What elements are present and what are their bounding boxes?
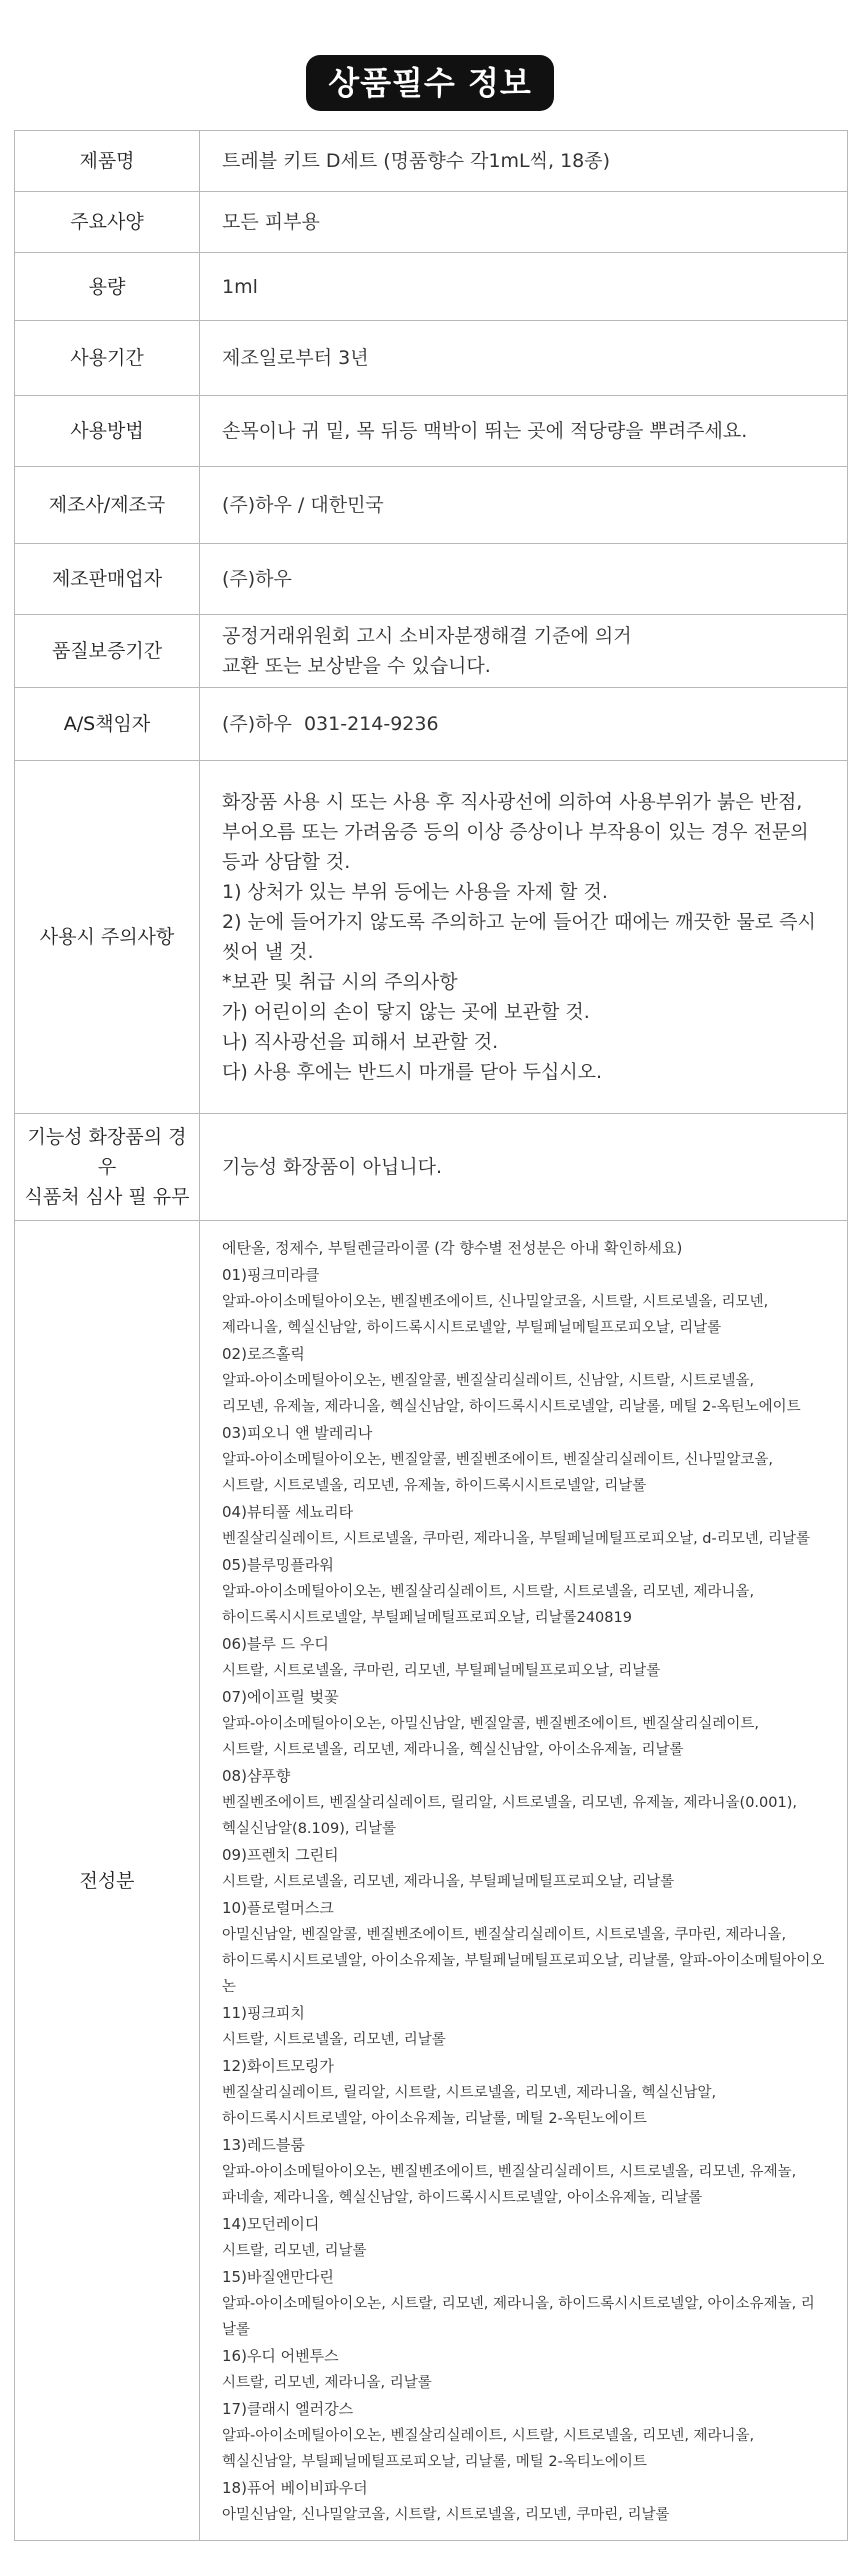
ingredient-list-line: 시트랄, 리모넨, 제라니올, 리날롤 — [222, 2375, 432, 2391]
label-ingredients: 전성분 — [15, 1221, 200, 2541]
ingredient-list-line: 시트랄, 시트로넬올, 리모넨, 제라니올, 헥실신남알, 아이소유제놀, 리날롤 — [222, 1742, 684, 1758]
ingredient-product-name: 13)레드블룸 — [222, 2136, 305, 2154]
value-seller: (주)하우 — [200, 544, 848, 615]
row-as — [15, 688, 848, 761]
label-period: 사용기간 — [15, 321, 200, 396]
ingredient-product-name: 11)핑크피치 — [222, 2004, 305, 2022]
value-main-spec: 모든 피부용 — [200, 192, 848, 253]
ingredient-list-line: 하이드록시시트로넬알, 부틸페닐메틸프로피오날, 리날롤240819 — [222, 1610, 632, 1626]
ingredient-product-name: 08)샴푸향 — [222, 1767, 291, 1785]
product-info-table — [14, 130, 848, 2541]
ingredient-product-name: 06)블루 드 우디 — [222, 1635, 329, 1653]
value-method: 손목이나 귀 밑, 목 뒤등 맥박이 뛰는 곳에 적당량을 뿌려주세요. — [200, 396, 848, 467]
ingredient-list-line: 벤질벤조에이트, 벤질살리실레이트, 릴리알, 시트로넬올, 리모넨, 유제놀, 제라니올(0.001), — [222, 1795, 797, 1811]
ingredients-intro: 에탄올, 정제수, 부틸렌글라이콜 (각 향수별 전성분은 아내 확인하세요) — [222, 1239, 683, 1257]
value-functional: 기능성 화장품이 아닙니다. — [200, 1114, 848, 1221]
ingredient-product-name: 01)핑크미라클 — [222, 1266, 320, 1284]
value-as: (주)하우 031-214-9236 — [200, 688, 848, 761]
ingredient-list-line: 벤질살리실레이트, 릴리알, 시트랄, 시트로넬올, 리모넨, 제라니올, 헥실신남알, — [222, 2085, 717, 2101]
row-manufacturer — [15, 467, 848, 544]
label-main-spec: 주요사양 — [15, 192, 200, 253]
caution-line: 2) 눈에 들어가지 않도록 주의하고 눈에 들어간 때에는 깨끗한 물로 즉시 — [222, 911, 816, 933]
row-ingredients — [15, 1221, 848, 2541]
ingredient-list-line: 헥실신남알(8.109), 리날롤 — [222, 1821, 397, 1837]
ingredient-list-line: 시트랄, 시트로넬올, 리모넨, 제라니올, 부틸페닐메틸프로피오날, 리날롤 — [222, 1874, 675, 1890]
ingredient-list-line: 파네솔, 제라니올, 헥실신남알, 하이드록시시트로넬알, 아이소유제놀, 리날롤 — [222, 2190, 703, 2206]
row-period — [15, 321, 848, 396]
row-functional — [15, 1114, 848, 1221]
ingredient-product-name: 02)로즈홀릭 — [222, 1345, 305, 1363]
ingredient-list-line: 시트랄, 리모넨, 리날롤 — [222, 2243, 367, 2259]
ingredient-list-line: 알파-아이소메틸아이오논, 벤질살리실레이트, 시트랄, 시트로넬올, 리모넨, 제라니올, — [222, 1584, 755, 1600]
caution-line: 1) 상처가 있는 부위 등에는 사용을 자제 할 것. — [222, 881, 608, 903]
ingredient-product-name: 05)블루밍플라워 — [222, 1556, 334, 1574]
ingredient-list-line: 시트랄, 시트로넬올, 리모넨, 유제놀, 하이드록시시트로넬알, 리날롤 — [222, 1478, 647, 1494]
row-method — [15, 396, 848, 467]
functional-label-line: 기능성 화장품의 경우 — [27, 1126, 187, 1178]
value-product-name: 트레블 키트 D세트 (명품향수 각1mL씩, 18종) — [200, 131, 848, 192]
page-title: 상품필수 정보 — [306, 55, 554, 111]
label-caution: 사용시 주의사항 — [15, 761, 200, 1114]
ingredient-list-line: 아밀신남알, 신나밀알코올, 시트랄, 시트로넬올, 리모넨, 쿠마린, 리날롤 — [222, 2507, 670, 2523]
ingredient-list-line: 알파-아이소메틸아이오논, 벤질알콜, 벤질살리실레이트, 신남알, 시트랄, 시트로넬올, — [222, 1373, 755, 1389]
row-caution — [15, 761, 848, 1114]
label-volume: 용량 — [15, 253, 200, 321]
ingredient-list-line: 하이드록시시트로넬알, 아이소유제놀, 리날롤, 메틸 2-옥틴노에이트 — [222, 2111, 647, 2127]
label-manufacturer: 제조사/제조국 — [15, 467, 200, 544]
ingredient-product-name: 07)에이프릴 벚꽃 — [222, 1688, 339, 1706]
ingredient-list-line: 시트랄, 시트로넬올, 쿠마린, 리모넨, 부틸페닐메틸프로피오날, 리날롤 — [222, 1663, 661, 1679]
ingredients-list — [222, 1262, 825, 2528]
ingredient-product-name: 14)모던레이디 — [222, 2215, 320, 2233]
value-caution — [200, 761, 848, 1114]
title-area — [0, 0, 860, 130]
ingredient-product-name: 15)바질앤만다린 — [222, 2268, 334, 2286]
ingredient-list-line: 하이드록시시트로넬알, 아이소유제놀, 부틸페닐메틸프로피오날, 리날롤, 알파-아이소메틸아이오논 — [222, 1953, 825, 1995]
value-manufacturer: (주)하우 / 대한민국 — [200, 467, 848, 544]
ingredient-list-line: 헥실신남알, 부틸페닐메틸프로피오날, 리날롤, 메틸 2-옥티노에이트 — [222, 2454, 647, 2470]
caution-line: *보관 및 취급 시의 주의사항 — [222, 971, 458, 993]
caution-line: 부어오름 또는 가려움증 등의 이상 증상이나 부작용이 있는 경우 전문의 — [222, 821, 809, 843]
value-volume: 1ml — [200, 253, 848, 321]
ingredient-product-name: 12)화이트모링가 — [222, 2057, 334, 2075]
value-ingredients — [200, 1221, 848, 2541]
ingredient-list-line: 리모넨, 유제놀, 제라니올, 헥실신남알, 하이드록시시트로넬알, 리날롤, 메틸 2-옥틴노에이트 — [222, 1399, 801, 1415]
label-seller: 제조판매업자 — [15, 544, 200, 615]
warranty-line: 교환 또는 보상받을 수 있습니다. — [222, 655, 491, 677]
row-seller — [15, 544, 848, 615]
ingredient-list-line: 알파-아이소메틸아이오논, 벤질살리실레이트, 시트랄, 시트로넬올, 리모넨, 제라니올, — [222, 2428, 755, 2444]
value-period: 제조일로부터 3년 — [200, 321, 848, 396]
label-product-name: 제품명 — [15, 131, 200, 192]
functional-label-line: 식품처 심사 필 유무 — [24, 1186, 190, 1208]
value-warranty — [200, 615, 848, 688]
label-warranty: 품질보증기간 — [15, 615, 200, 688]
row-volume — [15, 253, 848, 321]
ingredient-product-name: 17)클래시 엘러강스 — [222, 2400, 354, 2418]
row-product-name — [15, 131, 848, 192]
ingredient-product-name: 18)퓨어 베이비파우더 — [222, 2479, 368, 2497]
ingredient-list-line: 벤질살리실레이트, 시트로넬올, 쿠마린, 제라니올, 부틸페닐메틸프로피오날, d-리모넨, 리날롤 — [222, 1531, 811, 1547]
ingredient-product-name: 09)프렌치 그린티 — [222, 1846, 339, 1864]
ingredient-list-line: 알파-아이소메틸아이오논, 벤질벤조에이트, 벤질살리실레이트, 시트로넬올, 리모넨, 유제놀, — [222, 2164, 797, 2180]
caution-line: 나) 직사광선을 피해서 보관할 것. — [222, 1031, 499, 1053]
ingredient-list-line: 알파-아이소메틸아이오논, 벤질벤조에이트, 신나밀알코올, 시트랄, 시트로넬올, 리모넨, — [222, 1294, 769, 1310]
row-warranty — [15, 615, 848, 688]
ingredient-list-line: 아밀신남알, 벤질알콜, 벤질벤조에이트, 벤질살리실레이트, 시트로넬올, 쿠마린, 제라니올, — [222, 1927, 787, 1943]
warranty-line: 공정거래위원회 고시 소비자분쟁해결 기준에 의거 — [222, 625, 632, 647]
ingredient-list-line: 시트랄, 시트로넬올, 리모넨, 리날롤 — [222, 2032, 446, 2048]
caution-line: 가) 어린이의 손이 닿지 않는 곳에 보관할 것. — [222, 1001, 590, 1023]
ingredient-product-name: 10)플로럴머스크 — [222, 1899, 334, 1917]
caution-line: 씻어 낼 것. — [222, 941, 314, 963]
label-as: A/S책임자 — [15, 688, 200, 761]
ingredient-list-line: 제라니올, 헥실신남알, 하이드록시시트로넬알, 부틸페닐메틸프로피오날, 리날롤 — [222, 1320, 722, 1336]
ingredient-list-line: 알파-아이소메틸아이오논, 아밀신남알, 벤질알콜, 벤질벤조에이트, 벤질살리실레이트, — [222, 1716, 759, 1732]
label-method: 사용방법 — [15, 396, 200, 467]
ingredient-list-line: 알파-아이소메틸아이오논, 시트랄, 리모넨, 제라니올, 하이드록시시트로넬알, 아이소유제놀, 리날롤 — [222, 2296, 815, 2338]
row-main-spec — [15, 192, 848, 253]
label-functional — [15, 1114, 200, 1221]
caution-line: 다) 사용 후에는 반드시 마개를 닫아 두십시오. — [222, 1061, 603, 1083]
caution-line: 화장품 사용 시 또는 사용 후 직사광선에 의하여 사용부위가 붉은 반점, — [222, 791, 803, 813]
ingredient-product-name: 04)뷰티풀 세뇨리타 — [222, 1503, 354, 1521]
ingredient-product-name: 16)우디 어벤투스 — [222, 2347, 339, 2365]
caution-line: 등과 상담할 것. — [222, 851, 351, 873]
ingredient-list-line: 알파-아이소메틸아이오논, 벤질알콜, 벤질벤조에이트, 벤질살리실레이트, 신나밀알코올, — [222, 1452, 773, 1468]
ingredient-product-name: 03)피오니 앤 발레리나 — [222, 1424, 373, 1442]
